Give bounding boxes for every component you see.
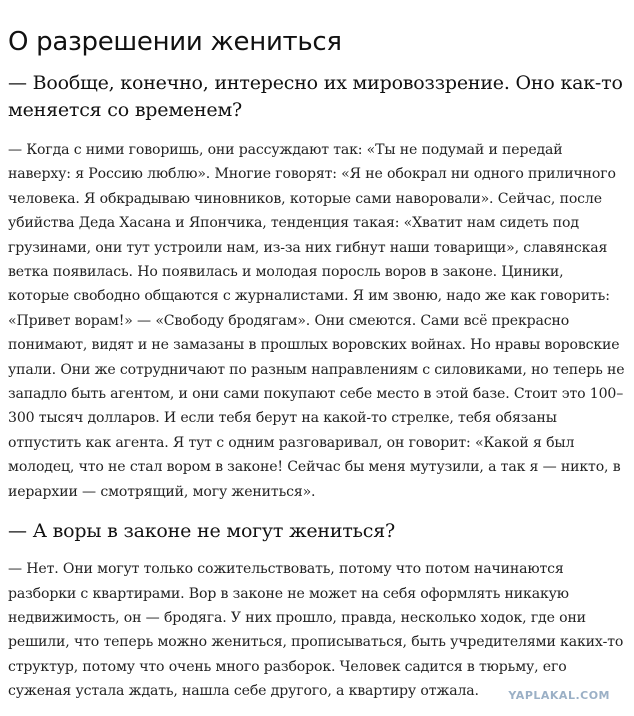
article [8,0,626,704]
interview-answer: — Когда с ними говоришь, они рассуждают так: «Ты не подумай и передай наверху: я Россию люблю». Многие говорят: «Я не обокрал ни одного приличного человека. Я обкрадываю чиновников, которые сами наворовали». Сейчас, после убийства Деда Хасана и Япончика, тенденция такая: «Хватит нам сидеть под грузинами, они тут устроили нам, из-за них гибнут наши товарищи», славянская ветка появилась. Но появилась и молодая поросль воров в законе. Циники, которые свободно общаются с журналистами. Я им звоню, надо же как говорить: «Привет ворам!» — «Свободу бродягам». Они смеются. Сами всё прекрасно понимают, видят и не замазаны в прошлых воровских войнах. Но нравы воровские упали. Они же сотрудничают по разным направлениям с силовиками, но теперь не западло быть агентом, и они сами покупают себе место в этой базе. Стоит это 100–300 тысяч долларов. И если тебя берут на какой-то стрелке, тебя обязаны отпустить как агента. Я тут с одним разговаривал, он говорит: «Какой я был молодец, что не стал вором в законе! Сейчас бы меня мутузили, а так я — никто, в иерархии — смотрящий, могу жениться». [8,142,625,500]
interview-question: — Вообще, конечно, интересно их мировоззрение. Оно как-то меняется со временем? [8,72,623,121]
watermark: YAPLAKAL.COM [508,689,610,702]
interview-question: — А воры в законе не могут жениться? [8,520,395,543]
article-title: О разрешении жениться [8,27,342,57]
interview-answer: — Нет. Они могут только сожительствовать, потому что потом начинаются разборки с квартирами. Вор в законе не может на себя оформлять никакую недвижимость, он — бродяга. У них прошло, правда, несколько ходок, где они решили, что теперь можно жениться, прописываться, быть учредителями каких-то структур, потому что очень много разборок. Человек садится в тюрьму, его суженая устала ждать, нашла себе другого, а квартиру отжала. [8,561,624,700]
